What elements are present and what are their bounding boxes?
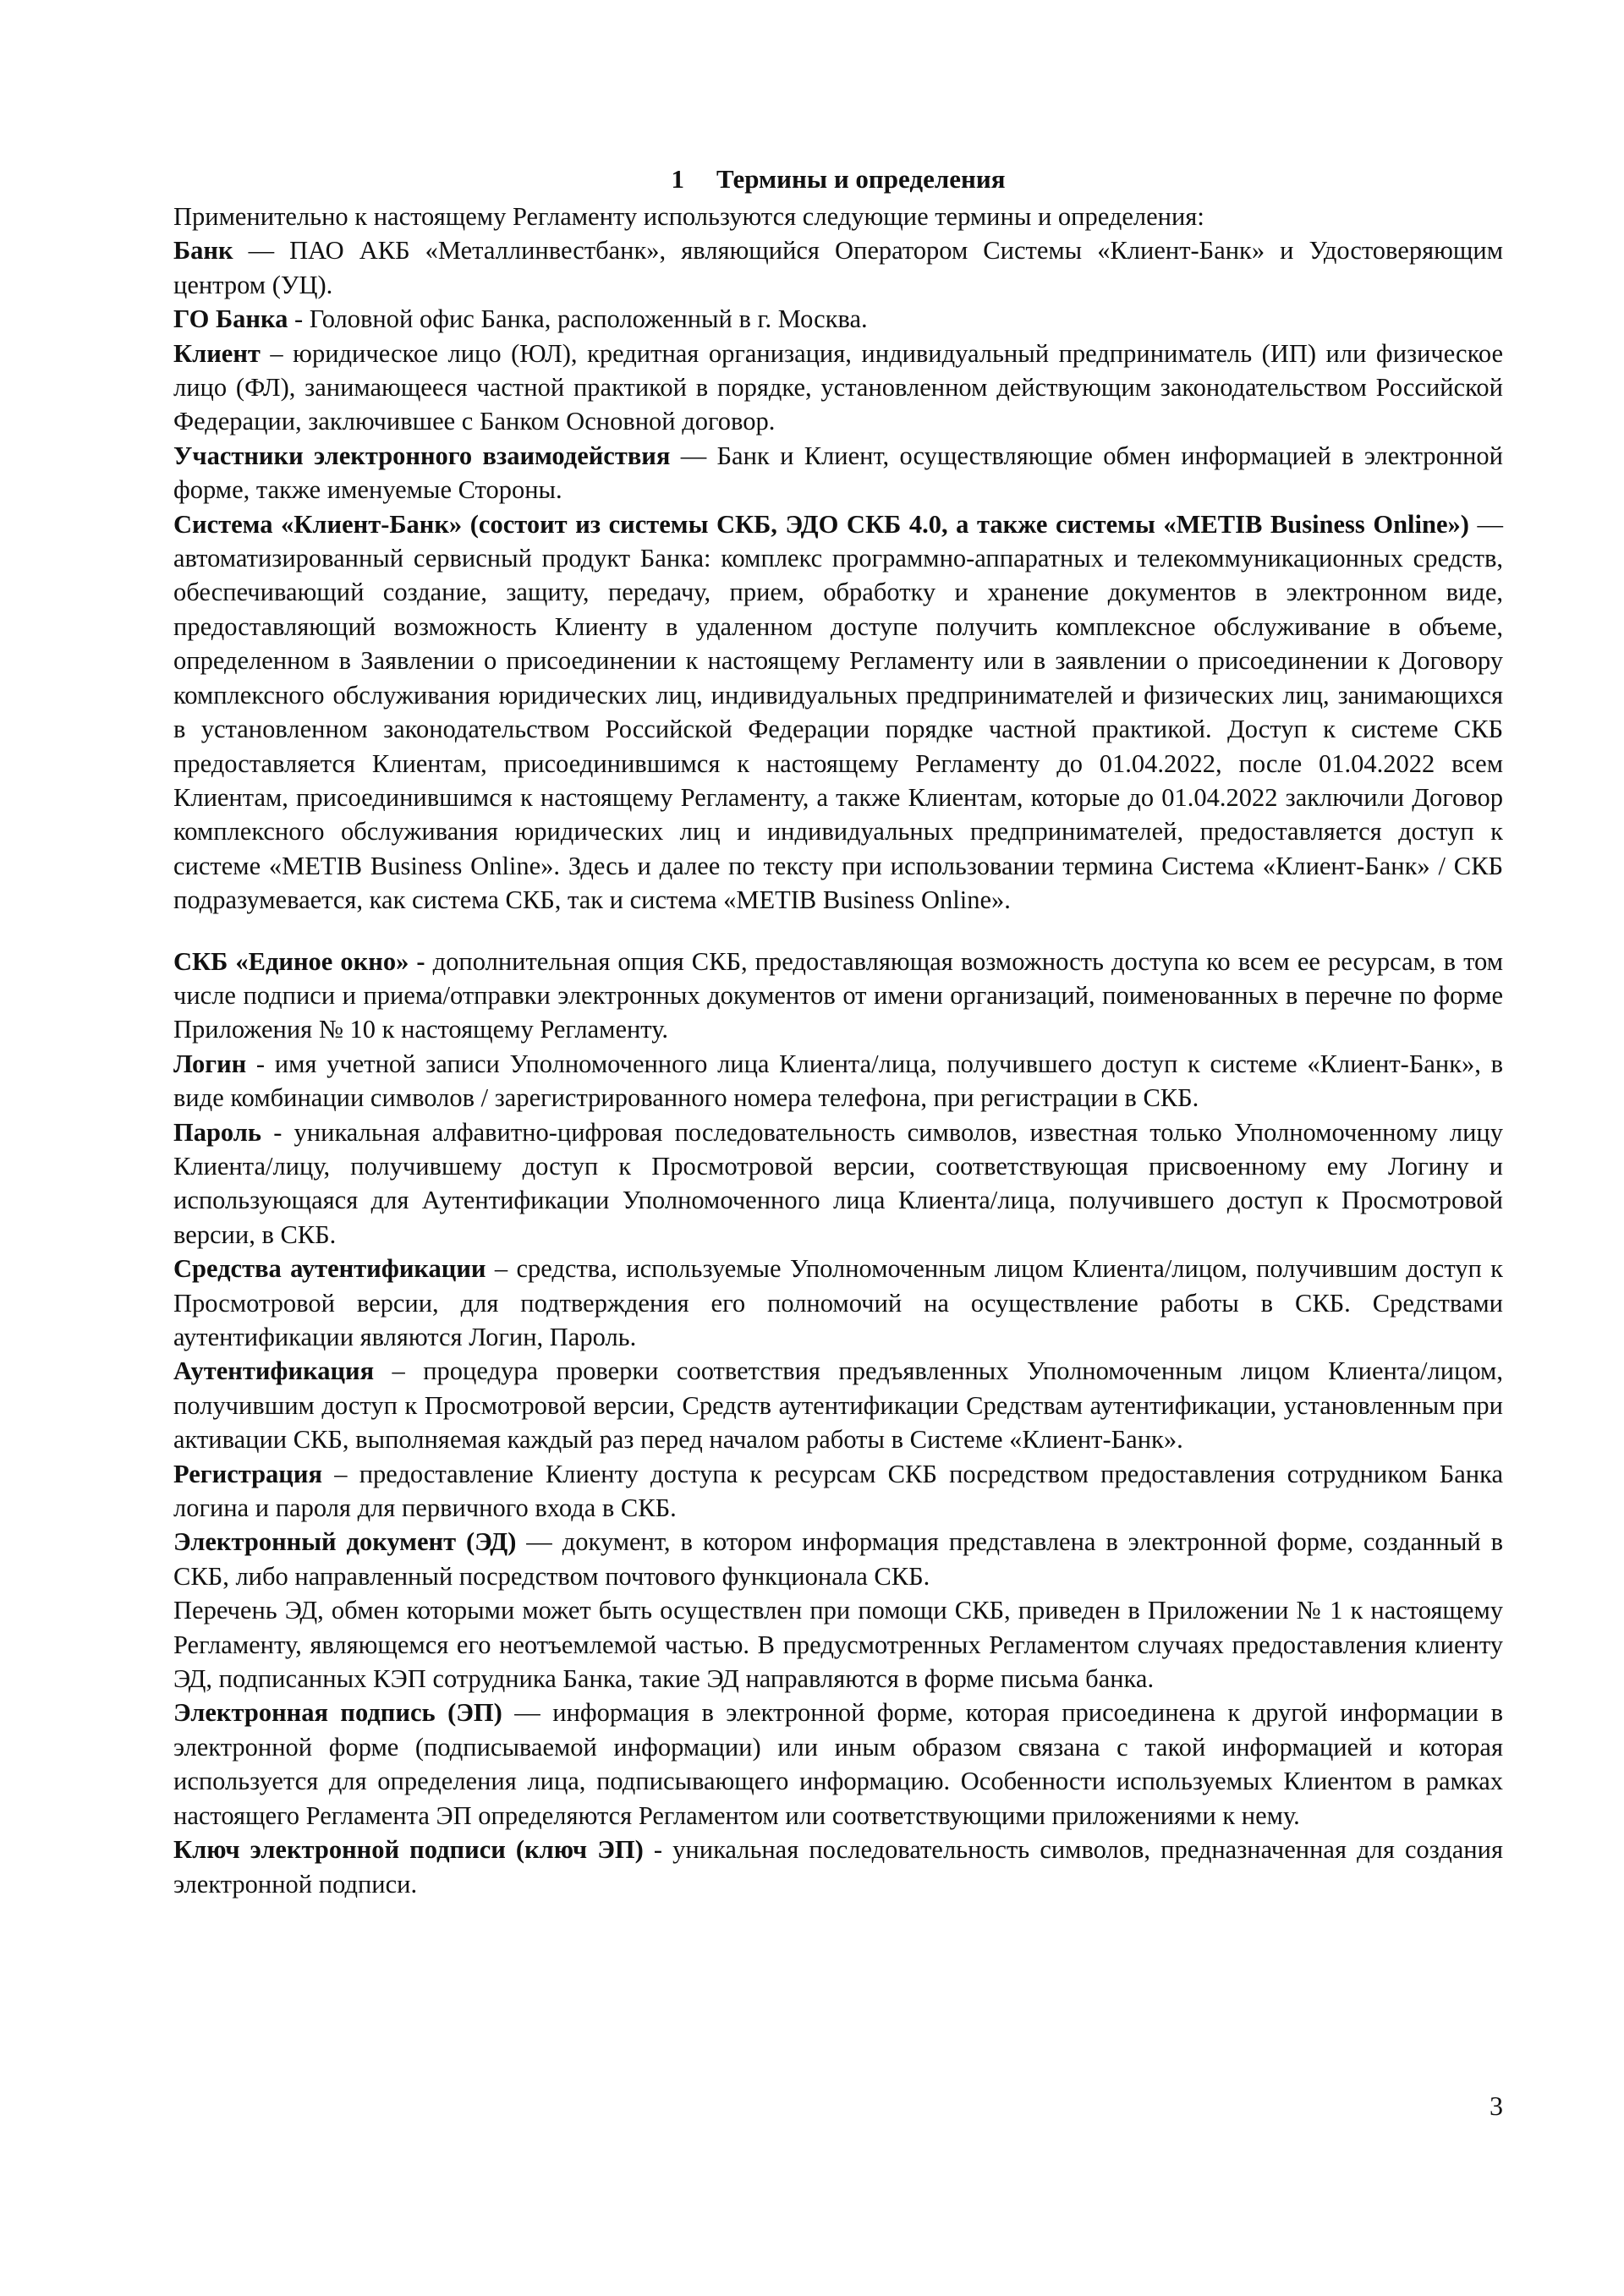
definition-term: Электронная подпись (ЭП): [173, 1698, 502, 1728]
definition-term: Регистрация: [173, 1459, 322, 1488]
definition-paragraph: [173, 1354, 1503, 1456]
definition-text: – предоставление Клиенту доступа к ресурсам СКБ посредством предоставления сотрудником Банка логина и пароля для первичного входа в СКБ.: [173, 1459, 1503, 1523]
definition-paragraph: [173, 1833, 1503, 1901]
definition-text: - имя учетной записи Уполномоченного лица Клиента/лица, получившего доступ к системе «Клиент-Банк», в виде комбинации символов / зарегистрированного номера телефона, при регистрации в СКБ.: [173, 1049, 1503, 1113]
definition-text: - уникальная последовательность символов, предназначенная для создания электронной подписи.: [173, 1835, 1503, 1899]
definition-term: Пароль: [173, 1117, 262, 1147]
definition-paragraph: [173, 507, 1503, 918]
definition-term: ГО Банка: [173, 304, 288, 334]
definition-term: Система «Клиент-Банк» (состоит из системы СКБ, ЭДО СКБ 4.0, а также системы «METIB Business Online»): [173, 509, 1469, 539]
definition-text: — информация в электронной форме, которая присоединена к другой информации в электронной форме (подписываемой информации) или иным образом связана с такой информацией и которая используется для определения лица, подписывающего информацию. Особенности используемых Клиентом в рамках настоящего Регламента ЭП определяются Регламентом или соответствующими приложениями к нему.: [173, 1698, 1503, 1830]
definitions-list: [173, 233, 1503, 1901]
definition-text: — Банк и Клиент, осуществляющие обмен информацией в электронной форме, также именуемые Стороны.: [173, 441, 1503, 505]
definition-term: Логин: [173, 1049, 247, 1078]
section-title: Термины и определения: [716, 164, 1006, 194]
definition-paragraph: [173, 337, 1503, 439]
definition-text: - Головной офис Банка, расположенный в г. Москва.: [288, 304, 868, 334]
definition-paragraph: [173, 1525, 1503, 1593]
intro-paragraph: Применительно к настоящему Регламенту используются следующие термины и определения:: [173, 202, 1204, 231]
definition-term: Клиент: [173, 338, 261, 368]
definition-paragraph: [173, 302, 1503, 336]
page-number: 3: [1490, 2091, 1503, 2121]
definition-term: Электронный документ (ЭД): [173, 1527, 517, 1557]
definition-paragraph: [173, 1593, 1503, 1696]
document-page: [173, 162, 1503, 1901]
definition-term: Ключ электронной подписи (ключ ЭП): [173, 1835, 644, 1865]
definition-text: Перечень ЭД, обмен которыми может быть осуществлен при помощи СКБ, приведен в Приложении № 1 к настоящему Регламенту, являющемся его неотъемлемой частью. В предусмотренных Регламентом случаях предоставления клиенту ЭД, подписанных КЭП сотрудника Банка, такие ЭД направляются в форме письма банка.: [173, 1596, 1503, 1694]
definition-term: СКБ «Единое окно» -: [173, 946, 425, 976]
definition-text: дополнительная опция СКБ, предоставляющая возможность доступа ко всем ее ресурсам, в том числе подписи и приема/отправки электронных документов от имени организаций, поименованных в перечне по форме Приложения № 10 к настоящему Регламенту.: [173, 946, 1503, 1044]
section-number: 1: [671, 164, 684, 194]
definition-paragraph: [173, 1252, 1503, 1354]
definition-paragraph: [173, 439, 1503, 507]
definition-text: — ПАО АКБ «Металлинвестбанк», являющийся Оператором Системы «Клиент-Банк» и Удостоверяющим центром (УЦ).: [173, 236, 1503, 299]
definition-paragraph: [173, 1047, 1503, 1115]
section-heading: [173, 162, 1503, 196]
definition-paragraph: [173, 233, 1503, 302]
definition-text: – юридическое лицо (ЮЛ), кредитная организация, индивидуальный предприниматель (ИП) или физическое лицо (ФЛ), занимающееся частной практикой в порядке, установленном действующим законодательством Российской Федерации, заключившее с Банком Основной договор.: [173, 338, 1503, 436]
definition-paragraph: [173, 945, 1503, 1047]
definition-text: – процедура проверки соответствия предъявленных Уполномоченным лицом Клиента/лицом, получившим доступ к Просмотровой версии, Средств аутентификации Средствам аутентификации, установленным при активации СКБ, выполняемая каждый раз перед началом работы в Системе «Клиент-Банк».: [173, 1356, 1503, 1455]
definition-text: — документ, в котором информация представлена в электронной форме, созданный в СКБ, либо направленный посредством почтового функционала СКБ.: [173, 1527, 1503, 1591]
definition-paragraph: [173, 1696, 1503, 1833]
definition-paragraph: [173, 1457, 1503, 1526]
definition-text: - уникальная алфавитно-цифровая последовательность символов, известная только Уполномоченному лицу Клиента/лицу, получившему доступ к Просмотровой версии, соответствующая присвоенному ему Логину и использующаяся для Аутентификации Уполномоченного лица Клиента/лица, получившего доступ к Просмотровой версии, в СКБ.: [173, 1117, 1503, 1249]
definition-term: Аутентификация: [173, 1356, 375, 1386]
definition-text: – средства, используемые Уполномоченным лицом Клиента/лицом, получившим доступ к Просмотровой версии, для подтверждения его полномочий на осуществление работы в СКБ. Средствами аутентификации являются Логин, Пароль.: [173, 1254, 1503, 1351]
definition-term: Средства аутентификации: [173, 1254, 486, 1284]
definition-paragraph: [173, 1115, 1503, 1252]
definition-text: — автоматизированный сервисный продукт Банка: комплекс программно-аппаратных и телекоммуникационных средств, обеспечивающий создание, защиту, передачу, прием, обработку и хранение документов в электронном виде, предоставляющий возможность Клиенту в удаленном доступе получить комплексное обслуживание в объеме, определенном в Заявлении о присоединении к настоящему Регламенту или в заявлении о присоединении к Договору комплексного обслуживания юридических лиц, индивидуальных предпринимателей и физических лиц, занимающихся в установленном законодательством Российской Федерации порядке частной практикой. Доступ к системе СКБ предоставляется Клиентам, присоединившимся к настоящему Регламенту до 01.04.2022, после 01.04.2022 всем Клиентам, присоединившимся к настоящему Регламенту, а также Клиентам, которые до 01.04.2022 заключили Договор комплексного обслуживания юридических лиц и индивидуальных предпринимателей, предоставляется доступ к системе «METIB Business Online». Здесь и далее по тексту при использовании термина Система «Клиент-Банк» / СКБ подразумевается, как система СКБ, так и система «METIB Business Online».: [173, 509, 1504, 915]
definition-term: Банк: [173, 236, 233, 266]
definition-term: Участники электронного взаимодействия: [173, 441, 671, 470]
